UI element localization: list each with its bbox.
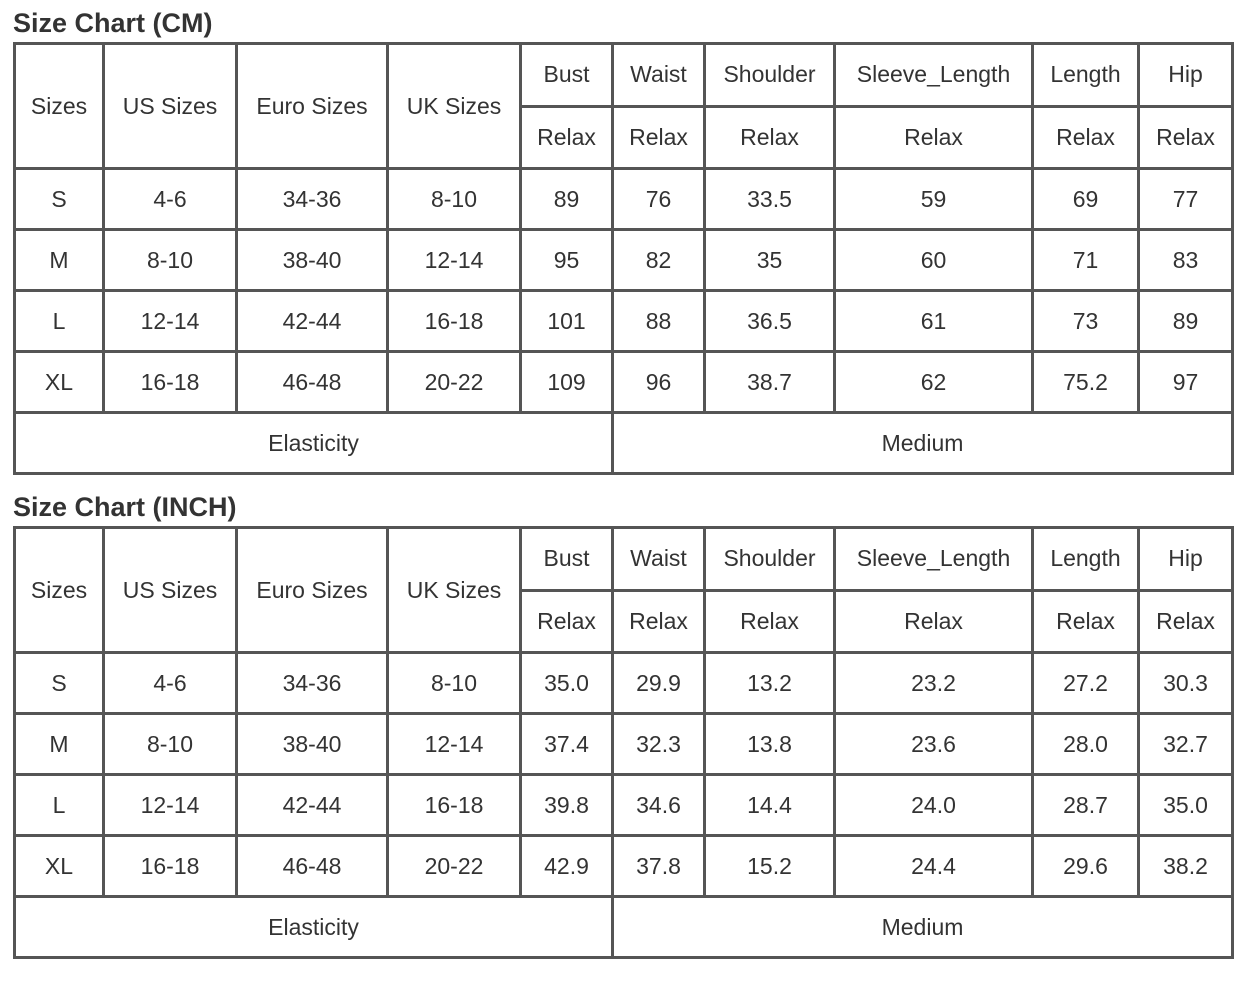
table-cell: 73 [1033, 291, 1139, 352]
header-fit: Relax [835, 590, 1033, 653]
table-cell: 16-18 [104, 836, 237, 897]
table-cell: 8-10 [104, 714, 237, 775]
table-cell: S [15, 169, 104, 230]
header-measure: Length [1033, 528, 1139, 591]
table-cell: 33.5 [705, 169, 835, 230]
header-measure: Sleeve_Length [835, 528, 1033, 591]
header-fit: Relax [1033, 590, 1139, 653]
table-cell: 39.8 [521, 775, 613, 836]
table-cell: 32.7 [1139, 714, 1233, 775]
header-fit: Relax [705, 106, 835, 169]
elasticity-label: Elasticity [15, 897, 613, 958]
table-cell: 32.3 [613, 714, 705, 775]
table-cell: 12-14 [388, 714, 521, 775]
header-uk-sizes: UK Sizes [388, 528, 521, 653]
table-cell: 12-14 [104, 291, 237, 352]
size-table [13, 526, 1234, 959]
table-cell: 14.4 [705, 775, 835, 836]
table-cell: XL [15, 836, 104, 897]
table-cell: 35 [705, 230, 835, 291]
table-cell: 12-14 [104, 775, 237, 836]
table-cell: 37.8 [613, 836, 705, 897]
table-cell: L [15, 775, 104, 836]
table-cell: 61 [835, 291, 1033, 352]
table-cell: 46-48 [237, 836, 388, 897]
table-cell: 29.6 [1033, 836, 1139, 897]
header-row [15, 528, 1233, 591]
header-measure: Waist [613, 528, 705, 591]
table-cell: 30.3 [1139, 653, 1233, 714]
elasticity-value: Medium [613, 897, 1233, 958]
table-cell: 15.2 [705, 836, 835, 897]
table-cell: 60 [835, 230, 1033, 291]
header-sizes: Sizes [15, 44, 104, 169]
table-row [15, 714, 1233, 775]
table-cell: 97 [1139, 352, 1233, 413]
header-uk-sizes: UK Sizes [388, 44, 521, 169]
table-cell: 95 [521, 230, 613, 291]
table-cell: 38-40 [237, 230, 388, 291]
table-cell: 34-36 [237, 653, 388, 714]
size-chart-inch [13, 490, 1233, 959]
header-fit: Relax [521, 106, 613, 169]
table-cell: 13.2 [705, 653, 835, 714]
table-cell: M [15, 714, 104, 775]
table-cell: 46-48 [237, 352, 388, 413]
table-cell: 38.2 [1139, 836, 1233, 897]
header-fit: Relax [521, 590, 613, 653]
table-row [15, 352, 1233, 413]
header-measure: Bust [521, 528, 613, 591]
header-fit: Relax [613, 106, 705, 169]
table-row [15, 169, 1233, 230]
table-cell: 16-18 [388, 291, 521, 352]
table-cell: 12-14 [388, 230, 521, 291]
header-row [15, 44, 1233, 107]
header-fit: Relax [1139, 106, 1233, 169]
header-measure: Shoulder [705, 44, 835, 107]
header-sizes: Sizes [15, 528, 104, 653]
table-cell: 88 [613, 291, 705, 352]
header-measure: Shoulder [705, 528, 835, 591]
table-cell: 28.0 [1033, 714, 1139, 775]
header-fit: Relax [835, 106, 1033, 169]
table-row [15, 836, 1233, 897]
table-cell: 76 [613, 169, 705, 230]
table-cell: 83 [1139, 230, 1233, 291]
table-cell: M [15, 230, 104, 291]
table-cell: 36.5 [705, 291, 835, 352]
elasticity-value: Medium [613, 413, 1233, 474]
table-cell: L [15, 291, 104, 352]
header-fit: Relax [1139, 590, 1233, 653]
table-cell: S [15, 653, 104, 714]
table-cell: 62 [835, 352, 1033, 413]
table-cell: 23.6 [835, 714, 1033, 775]
table-cell: 42-44 [237, 775, 388, 836]
table-cell: 109 [521, 352, 613, 413]
table-cell: 38.7 [705, 352, 835, 413]
table-cell: 37.4 [521, 714, 613, 775]
table-cell: 101 [521, 291, 613, 352]
header-measure: Sleeve_Length [835, 44, 1033, 107]
elasticity-row [15, 897, 1233, 958]
table-cell: 24.4 [835, 836, 1033, 897]
header-measure: Hip [1139, 44, 1233, 107]
table-cell: 42.9 [521, 836, 613, 897]
table-row [15, 653, 1233, 714]
table-cell: 89 [521, 169, 613, 230]
table-cell: 35.0 [521, 653, 613, 714]
table-cell: 34.6 [613, 775, 705, 836]
header-euro-sizes: Euro Sizes [237, 44, 388, 169]
chart-title: Size Chart (INCH) [13, 492, 237, 522]
table-cell: 29.9 [613, 653, 705, 714]
table-cell: 75.2 [1033, 352, 1139, 413]
table-cell: 71 [1033, 230, 1139, 291]
table-cell: 4-6 [104, 169, 237, 230]
table-cell: 13.8 [705, 714, 835, 775]
table-row [15, 291, 1233, 352]
table-cell: 35.0 [1139, 775, 1233, 836]
size-table [13, 42, 1234, 475]
header-measure: Length [1033, 44, 1139, 107]
table-cell: XL [15, 352, 104, 413]
table-cell: 96 [613, 352, 705, 413]
table-cell: 8-10 [388, 169, 521, 230]
header-measure: Hip [1139, 528, 1233, 591]
header-fit: Relax [1033, 106, 1139, 169]
table-cell: 42-44 [237, 291, 388, 352]
header-euro-sizes: Euro Sizes [237, 528, 388, 653]
chart-title: Size Chart (CM) [13, 8, 213, 38]
table-cell: 89 [1139, 291, 1233, 352]
table-cell: 27.2 [1033, 653, 1139, 714]
table-cell: 28.7 [1033, 775, 1139, 836]
table-cell: 4-6 [104, 653, 237, 714]
table-cell: 38-40 [237, 714, 388, 775]
header-measure: Waist [613, 44, 705, 107]
header-us-sizes: US Sizes [104, 44, 237, 169]
table-cell: 20-22 [388, 836, 521, 897]
header-fit: Relax [613, 590, 705, 653]
table-cell: 16-18 [388, 775, 521, 836]
table-row [15, 775, 1233, 836]
elasticity-label: Elasticity [15, 413, 613, 474]
table-cell: 23.2 [835, 653, 1033, 714]
header-us-sizes: US Sizes [104, 528, 237, 653]
table-cell: 8-10 [104, 230, 237, 291]
size-chart-cm [13, 6, 1233, 475]
elasticity-row [15, 413, 1233, 474]
table-cell: 77 [1139, 169, 1233, 230]
header-fit: Relax [705, 590, 835, 653]
table-row [15, 230, 1233, 291]
table-cell: 24.0 [835, 775, 1033, 836]
table-cell: 16-18 [104, 352, 237, 413]
header-measure: Bust [521, 44, 613, 107]
table-cell: 59 [835, 169, 1033, 230]
table-cell: 34-36 [237, 169, 388, 230]
table-cell: 82 [613, 230, 705, 291]
table-cell: 69 [1033, 169, 1139, 230]
table-cell: 8-10 [388, 653, 521, 714]
table-cell: 20-22 [388, 352, 521, 413]
